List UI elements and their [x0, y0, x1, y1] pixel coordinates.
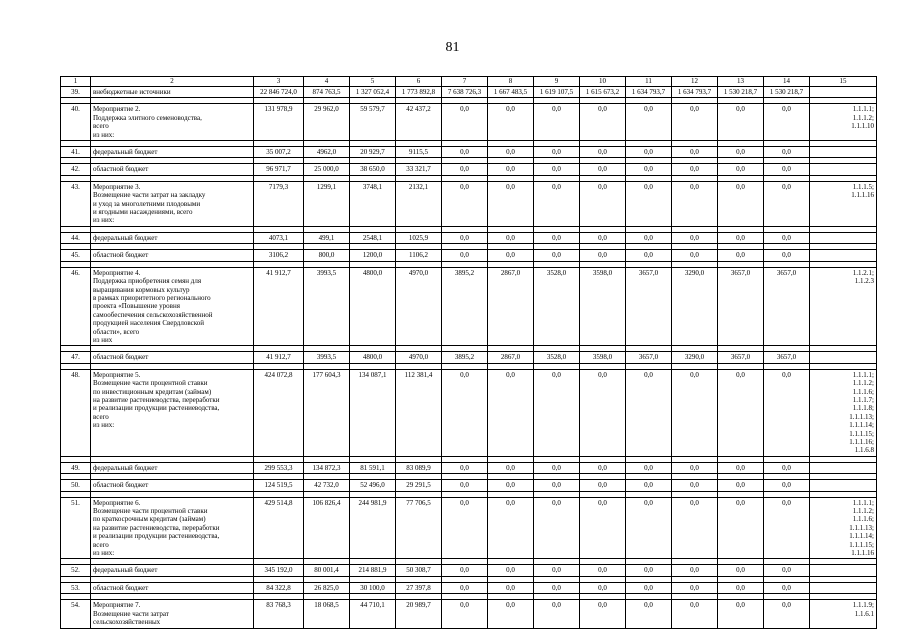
column-number-header: 7	[442, 77, 488, 87]
row-value-cell: 50 308,7	[396, 565, 442, 576]
row-value-cell: 0,0	[672, 181, 718, 226]
row-value-cell: 3657,0	[718, 267, 764, 346]
table-row	[61, 462, 877, 473]
row-value-cell: 0,0	[718, 232, 764, 243]
row-value-cell: 0,0	[488, 250, 534, 261]
row-value-cell: 41 912,7	[254, 267, 304, 346]
row-value-cell: 29 291,5	[396, 480, 442, 491]
row-value-cell: 0,0	[718, 462, 764, 473]
row-value-cell: 0,0	[488, 565, 534, 576]
row-target-indicators: 1.1.1.1; 1.1.1.2; 1.1.1.10	[810, 104, 877, 141]
row-value-cell: 1200,0	[350, 250, 396, 261]
row-value-cell: 0,0	[580, 232, 626, 243]
row-value-cell: 214 881,9	[350, 565, 396, 576]
row-value-cell: 0,0	[626, 164, 672, 175]
table-row	[61, 352, 877, 363]
row-value-cell: 0,0	[534, 181, 580, 226]
row-value-cell: 134 872,3	[304, 462, 350, 473]
column-number-header: 10	[580, 77, 626, 87]
row-value-cell: 4962,0	[304, 147, 350, 158]
row-value-cell: 134 087,1	[350, 369, 396, 456]
table-row	[61, 87, 877, 98]
row-description: областной бюджет	[91, 352, 254, 363]
row-value-cell: 0,0	[580, 164, 626, 175]
row-value-cell: 0,0	[718, 582, 764, 593]
row-number: 54.	[61, 600, 91, 628]
row-value-cell: 26 825,0	[304, 582, 350, 593]
table-row	[61, 582, 877, 593]
row-value-cell: 0,0	[534, 600, 580, 628]
row-value-cell: 0,0	[626, 600, 672, 628]
row-value-cell: 20 989,7	[396, 600, 442, 628]
row-value-cell: 499,1	[304, 232, 350, 243]
row-number: 48.	[61, 369, 91, 456]
row-target-indicators	[810, 565, 877, 576]
table-row	[61, 104, 877, 141]
row-value-cell: 0,0	[488, 164, 534, 175]
row-value-cell: 0,0	[672, 369, 718, 456]
row-value-cell: 0,0	[718, 369, 764, 456]
row-value-cell: 0,0	[488, 600, 534, 628]
row-description: областной бюджет	[91, 582, 254, 593]
column-number-header: 13	[718, 77, 764, 87]
row-value-cell: 0,0	[718, 147, 764, 158]
row-target-indicators	[810, 462, 877, 473]
row-number: 46.	[61, 267, 91, 346]
row-value-cell: 0,0	[764, 497, 810, 559]
row-value-cell: 0,0	[626, 147, 672, 158]
row-description: Мероприятие 3. Возмещение части затрат на закладку и уход за многолетними плодовыми и ягодными насаждениями, всего из них:	[91, 181, 254, 226]
row-value-cell: 18 068,5	[304, 600, 350, 628]
row-value-cell: 0,0	[534, 232, 580, 243]
row-value-cell: 3657,0	[764, 352, 810, 363]
row-value-cell: 299 553,3	[254, 462, 304, 473]
table-row	[61, 480, 877, 491]
row-value-cell: 874 763,5	[304, 87, 350, 98]
table-row	[61, 565, 877, 576]
row-value-cell: 0,0	[534, 497, 580, 559]
row-number: 42.	[61, 164, 91, 175]
row-number: 53.	[61, 582, 91, 593]
row-value-cell: 1 530 218,7	[718, 87, 764, 98]
row-value-cell: 81 591,1	[350, 462, 396, 473]
row-value-cell: 0,0	[718, 250, 764, 261]
row-value-cell: 0,0	[488, 462, 534, 473]
row-value-cell: 0,0	[442, 600, 488, 628]
row-value-cell: 0,0	[764, 582, 810, 593]
row-value-cell: 0,0	[764, 369, 810, 456]
row-value-cell: 131 978,9	[254, 104, 304, 141]
row-value-cell: 3528,0	[534, 267, 580, 346]
row-value-cell: 42 437,2	[396, 104, 442, 141]
row-value-cell: 77 706,5	[396, 497, 442, 559]
row-value-cell: 3748,1	[350, 181, 396, 226]
row-value-cell: 3528,0	[534, 352, 580, 363]
row-value-cell: 0,0	[718, 164, 764, 175]
row-value-cell: 0,0	[442, 480, 488, 491]
row-value-cell: 1 327 052,4	[350, 87, 396, 98]
row-number: 49.	[61, 462, 91, 473]
row-value-cell: 0,0	[580, 147, 626, 158]
column-number-header: 5	[350, 77, 396, 87]
row-number: 47.	[61, 352, 91, 363]
row-value-cell: 33 321,7	[396, 164, 442, 175]
row-value-cell: 0,0	[626, 565, 672, 576]
row-value-cell: 7 638 726,3	[442, 87, 488, 98]
row-value-cell: 429 514,8	[254, 497, 304, 559]
row-value-cell: 30 100,0	[350, 582, 396, 593]
row-value-cell: 0,0	[488, 232, 534, 243]
row-value-cell: 1 773 892,8	[396, 87, 442, 98]
row-number: 45.	[61, 250, 91, 261]
row-value-cell: 0,0	[580, 462, 626, 473]
row-value-cell: 3993,5	[304, 352, 350, 363]
row-value-cell: 0,0	[718, 565, 764, 576]
row-value-cell: 0,0	[718, 497, 764, 559]
row-value-cell: 0,0	[764, 462, 810, 473]
table-row	[61, 147, 877, 158]
row-value-cell: 0,0	[534, 565, 580, 576]
row-value-cell: 0,0	[442, 232, 488, 243]
row-value-cell: 0,0	[580, 600, 626, 628]
row-value-cell: 0,0	[672, 250, 718, 261]
row-value-cell: 0,0	[626, 232, 672, 243]
column-number-header: 11	[626, 77, 672, 87]
row-value-cell: 96 971,7	[254, 164, 304, 175]
row-value-cell: 0,0	[534, 250, 580, 261]
row-value-cell: 9115,5	[396, 147, 442, 158]
row-value-cell: 0,0	[672, 232, 718, 243]
row-target-indicators	[810, 232, 877, 243]
row-value-cell: 4800,0	[350, 267, 396, 346]
row-value-cell: 2548,1	[350, 232, 396, 243]
row-value-cell: 3598,0	[580, 352, 626, 363]
row-number: 51.	[61, 497, 91, 559]
row-value-cell: 83 089,9	[396, 462, 442, 473]
page-number: 81	[445, 40, 460, 55]
row-value-cell: 0,0	[626, 181, 672, 226]
table-row	[61, 369, 877, 456]
row-value-cell: 83 768,3	[254, 600, 304, 628]
row-value-cell: 0,0	[580, 104, 626, 141]
row-target-indicators: 1.1.1.5; 1.1.1.16	[810, 181, 877, 226]
row-value-cell: 177 604,3	[304, 369, 350, 456]
row-value-cell: 22 846 724,0	[254, 87, 304, 98]
row-value-cell: 0,0	[764, 181, 810, 226]
column-number-header: 4	[304, 77, 350, 87]
row-value-cell: 112 381,4	[396, 369, 442, 456]
row-value-cell: 0,0	[488, 582, 534, 593]
row-value-cell: 0,0	[580, 369, 626, 456]
row-description: федеральный бюджет	[91, 232, 254, 243]
row-value-cell: 80 001,4	[304, 565, 350, 576]
row-value-cell: 1 619 107,5	[534, 87, 580, 98]
row-value-cell: 0,0	[442, 565, 488, 576]
row-description: Мероприятие 4. Поддержка приобретения семян для выращивания кормовых культур в рамках приоритетного регионального проекта «Повышение уровня самообеспечения сельскохозяйственной продукцией населения Свердловской области», всего из них	[91, 267, 254, 346]
row-value-cell: 0,0	[672, 480, 718, 491]
row-description: областной бюджет	[91, 250, 254, 261]
row-value-cell: 3598,0	[580, 267, 626, 346]
table-row	[61, 497, 877, 559]
row-description: внебюджетные источники	[91, 87, 254, 98]
row-value-cell: 1 615 673,2	[580, 87, 626, 98]
row-number: 44.	[61, 232, 91, 243]
row-target-indicators	[810, 87, 877, 98]
row-number: 41.	[61, 147, 91, 158]
row-value-cell: 52 496,0	[350, 480, 396, 491]
row-value-cell: 0,0	[488, 181, 534, 226]
column-number-header: 9	[534, 77, 580, 87]
row-value-cell: 41 912,7	[254, 352, 304, 363]
row-value-cell: 0,0	[442, 582, 488, 593]
row-value-cell: 0,0	[442, 104, 488, 141]
row-value-cell: 4800,0	[350, 352, 396, 363]
row-value-cell: 0,0	[534, 147, 580, 158]
row-target-indicators: 1.1.2.1; 1.1.2.3	[810, 267, 877, 346]
row-target-indicators	[810, 582, 877, 593]
row-value-cell: 424 072,8	[254, 369, 304, 456]
column-number-row	[61, 77, 877, 87]
row-value-cell: 3657,0	[764, 267, 810, 346]
row-value-cell: 38 650,0	[350, 164, 396, 175]
row-number: 39.	[61, 87, 91, 98]
row-value-cell: 0,0	[672, 600, 718, 628]
row-value-cell: 3657,0	[718, 352, 764, 363]
row-value-cell: 0,0	[718, 600, 764, 628]
column-number-header: 12	[672, 77, 718, 87]
row-value-cell: 2867,0	[488, 267, 534, 346]
row-value-cell: 0,0	[488, 497, 534, 559]
row-value-cell: 1 530 218,7	[764, 87, 810, 98]
row-value-cell: 27 397,8	[396, 582, 442, 593]
row-value-cell: 0,0	[626, 369, 672, 456]
budget-table	[60, 76, 877, 629]
column-number-header: 3	[254, 77, 304, 87]
row-target-indicators: 1.1.1.9; 1.1.6.1	[810, 600, 877, 628]
row-description: областной бюджет	[91, 164, 254, 175]
row-value-cell: 0,0	[672, 164, 718, 175]
row-value-cell: 0,0	[626, 462, 672, 473]
row-value-cell: 2132,1	[396, 181, 442, 226]
row-value-cell: 0,0	[718, 104, 764, 141]
row-value-cell: 0,0	[580, 565, 626, 576]
row-number: 43.	[61, 181, 91, 226]
row-target-indicators	[810, 250, 877, 261]
row-value-cell: 25 000,0	[304, 164, 350, 175]
row-number: 50.	[61, 480, 91, 491]
row-value-cell: 3657,0	[626, 352, 672, 363]
column-number-header: 15	[810, 77, 877, 87]
row-value-cell: 0,0	[442, 164, 488, 175]
row-value-cell: 0,0	[534, 104, 580, 141]
row-value-cell: 0,0	[626, 497, 672, 559]
row-value-cell: 0,0	[764, 164, 810, 175]
row-value-cell: 0,0	[626, 582, 672, 593]
table-row	[61, 232, 877, 243]
row-value-cell: 0,0	[488, 369, 534, 456]
column-number-header: 14	[764, 77, 810, 87]
row-value-cell: 0,0	[580, 181, 626, 226]
row-description: Мероприятие 2. Поддержка элитного семеноводства, всего из них:	[91, 104, 254, 141]
row-value-cell: 0,0	[534, 582, 580, 593]
row-value-cell: 4970,0	[396, 352, 442, 363]
table-row	[61, 267, 877, 346]
row-value-cell: 20 929,7	[350, 147, 396, 158]
row-value-cell: 124 519,5	[254, 480, 304, 491]
row-value-cell: 1025,9	[396, 232, 442, 243]
row-value-cell: 0,0	[580, 480, 626, 491]
row-value-cell: 0,0	[488, 104, 534, 141]
column-number-header: 8	[488, 77, 534, 87]
row-description: федеральный бюджет	[91, 462, 254, 473]
row-value-cell: 0,0	[718, 181, 764, 226]
row-target-indicators	[810, 480, 877, 491]
row-value-cell: 0,0	[534, 462, 580, 473]
row-value-cell: 0,0	[626, 250, 672, 261]
row-value-cell: 1 667 483,5	[488, 87, 534, 98]
row-description: Мероприятие 7. Возмещение части затрат сельскохозяйственных	[91, 600, 254, 628]
column-number-header: 1	[61, 77, 91, 87]
column-number-header: 2	[91, 77, 254, 87]
row-description: Мероприятие 6. Возмещение части процентной ставки по краткосрочным кредитам (займам) на развитие растениеводства, переработки и реализации продукции растениеводства, всего из них:	[91, 497, 254, 559]
row-value-cell: 59 579,7	[350, 104, 396, 141]
table-body	[61, 87, 877, 629]
row-value-cell: 35 007,2	[254, 147, 304, 158]
row-description: федеральный бюджет	[91, 147, 254, 158]
row-value-cell: 4970,0	[396, 267, 442, 346]
row-value-cell: 0,0	[442, 250, 488, 261]
row-description: Мероприятие 5. Возмещение части процентной ставки по инвестиционным кредитам (займам) на развитие растениеводства, переработки и реализации продукции растениеводства, всего из них:	[91, 369, 254, 456]
table-row	[61, 181, 877, 226]
row-value-cell: 0,0	[626, 480, 672, 491]
row-value-cell: 0,0	[764, 480, 810, 491]
row-description: федеральный бюджет	[91, 565, 254, 576]
row-target-indicators	[810, 164, 877, 175]
row-value-cell: 0,0	[442, 181, 488, 226]
row-value-cell: 0,0	[580, 250, 626, 261]
row-value-cell: 3993,5	[304, 267, 350, 346]
row-description: областной бюджет	[91, 480, 254, 491]
row-value-cell: 3290,0	[672, 352, 718, 363]
row-value-cell: 1299,1	[304, 181, 350, 226]
row-value-cell: 0,0	[764, 565, 810, 576]
row-value-cell: 0,0	[672, 565, 718, 576]
row-value-cell: 244 981,9	[350, 497, 396, 559]
row-value-cell: 0,0	[580, 582, 626, 593]
row-value-cell: 0,0	[764, 232, 810, 243]
row-value-cell: 84 322,8	[254, 582, 304, 593]
row-value-cell: 0,0	[534, 164, 580, 175]
row-value-cell: 0,0	[534, 480, 580, 491]
row-value-cell: 0,0	[534, 369, 580, 456]
row-value-cell: 3895,2	[442, 267, 488, 346]
row-value-cell: 0,0	[626, 104, 672, 141]
row-value-cell: 0,0	[764, 104, 810, 141]
row-value-cell: 1 634 793,7	[672, 87, 718, 98]
row-number: 40.	[61, 104, 91, 141]
row-value-cell: 7179,3	[254, 181, 304, 226]
column-number-header: 6	[396, 77, 442, 87]
row-value-cell: 42 732,0	[304, 480, 350, 491]
row-value-cell: 0,0	[488, 480, 534, 491]
row-value-cell: 0,0	[764, 250, 810, 261]
row-target-indicators	[810, 352, 877, 363]
row-number: 52.	[61, 565, 91, 576]
row-value-cell: 0,0	[672, 104, 718, 141]
row-value-cell: 0,0	[718, 480, 764, 491]
row-value-cell: 0,0	[442, 369, 488, 456]
row-value-cell: 0,0	[442, 462, 488, 473]
row-value-cell: 800,0	[304, 250, 350, 261]
row-value-cell: 1 634 793,7	[626, 87, 672, 98]
row-value-cell: 44 710,1	[350, 600, 396, 628]
row-value-cell: 0,0	[442, 497, 488, 559]
row-value-cell: 1106,2	[396, 250, 442, 261]
row-value-cell: 3290,0	[672, 267, 718, 346]
row-value-cell: 4073,1	[254, 232, 304, 243]
row-target-indicators	[810, 147, 877, 158]
row-value-cell: 3895,2	[442, 352, 488, 363]
table-row	[61, 250, 877, 261]
row-value-cell: 29 962,0	[304, 104, 350, 141]
row-value-cell: 0,0	[672, 497, 718, 559]
row-value-cell: 0,0	[580, 497, 626, 559]
row-target-indicators: 1.1.1.1; 1.1.1.2; 1.1.1.6; 1.1.1.13; 1.1.1.14; 1.1.1.15; 1.1.1.16	[810, 497, 877, 559]
row-value-cell: 0,0	[764, 600, 810, 628]
row-value-cell: 0,0	[672, 582, 718, 593]
row-value-cell: 0,0	[672, 462, 718, 473]
row-value-cell: 3657,0	[626, 267, 672, 346]
table-row	[61, 600, 877, 628]
row-value-cell: 2867,0	[488, 352, 534, 363]
table-row	[61, 164, 877, 175]
row-value-cell: 0,0	[764, 147, 810, 158]
row-value-cell: 0,0	[672, 147, 718, 158]
row-value-cell: 345 192,0	[254, 565, 304, 576]
row-value-cell: 106 826,4	[304, 497, 350, 559]
table-header	[61, 77, 877, 87]
row-value-cell: 0,0	[488, 147, 534, 158]
row-value-cell: 3106,2	[254, 250, 304, 261]
row-value-cell: 0,0	[442, 147, 488, 158]
row-target-indicators: 1.1.1.1; 1.1.1.2; 1.1.1.6; 1.1.1.7; 1.1.1.8; 1.1.1.13; 1.1.1.14; 1.1.1.15; 1.1.1.16; 1.1.6.8	[810, 369, 877, 456]
